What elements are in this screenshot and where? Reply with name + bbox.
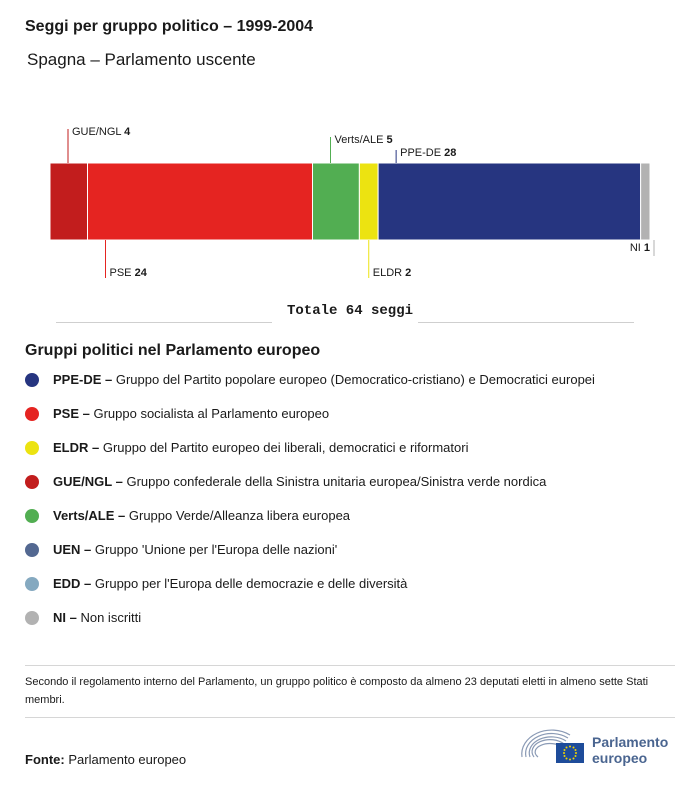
source-label: Fonte:: [25, 752, 65, 767]
legend-code: Verts/ALE –: [53, 508, 129, 523]
legend-swatch: [25, 611, 39, 625]
footnote: Secondo il regolamento interno del Parlamento, un gruppo politico è composto da almeno 23 deputati eletti in almeno sette Stati membri.: [25, 676, 649, 706]
note-divider-top: [25, 665, 675, 666]
legend-description: Gruppo Verde/Alleanza libera europea: [128, 508, 351, 523]
legend-description: Gruppo 'Unione per l'Europa delle nazioni': [94, 542, 338, 557]
legend-code: PPE-DE –: [53, 372, 116, 387]
legend-code: EDD –: [53, 576, 95, 591]
legend-swatch: [25, 543, 39, 557]
legend-item: [25, 371, 685, 405]
segment-label: NI 1: [629, 242, 650, 254]
legend-description: Gruppo confederale della Sinistra unitaria europea/Sinistra verde nordica: [126, 474, 547, 489]
legend-item: [25, 609, 685, 643]
legend-code: UEN –: [53, 542, 95, 557]
logo-line-2: europeo: [592, 750, 648, 766]
legend-description: Gruppo del Partito europeo dei liberali, democratici e riformatori: [102, 440, 469, 455]
bar-segment: [641, 163, 650, 240]
segment-label: PSE 24: [109, 267, 147, 279]
legend-code: ELDR –: [53, 440, 103, 455]
legend-code: GUE/NGL –: [53, 474, 127, 489]
legend-item: [25, 575, 685, 609]
source-text: Parlamento europeo: [68, 752, 187, 767]
legend-swatch: [25, 441, 39, 455]
bar-segment: [378, 163, 641, 240]
bar-segment: [50, 163, 88, 240]
legend-item: [25, 405, 685, 439]
bar-segment: [88, 163, 313, 240]
segment-label: ELDR 2: [372, 267, 412, 279]
legend-item: [25, 439, 685, 473]
segment-label: PPE-DE 28: [400, 147, 457, 159]
bar-segment: [359, 163, 378, 240]
legend-description: Gruppo del Partito popolare europeo (Democratico-cristiano) e Democratici europei: [115, 372, 595, 387]
legend: [25, 371, 685, 643]
legend-swatch: [25, 577, 39, 591]
source-line: [25, 752, 186, 767]
legend-swatch: [25, 407, 39, 421]
legend-code: PSE –: [53, 406, 94, 421]
note-divider-bottom: [25, 717, 675, 718]
logo-line-1: Parlamento: [592, 734, 669, 750]
legend-item: [25, 473, 685, 507]
chart-title: Seggi per gruppo politico – 1999-2004: [25, 18, 314, 35]
stacked-bar-chart: [0, 120, 700, 290]
segment-label: Verts/ALE 5: [334, 134, 393, 146]
legend-description: Non iscritti: [80, 610, 142, 625]
legend-item: [25, 541, 685, 575]
legend-swatch: [25, 509, 39, 523]
legend-item: [25, 507, 685, 541]
legend-description: Gruppo per l'Europa delle democrazie e delle diversità: [94, 576, 408, 591]
segment-label: GUE/NGL 4: [72, 126, 131, 138]
bar-segment: [313, 163, 360, 240]
total-divider-left: [56, 322, 272, 323]
legend-code: NI –: [53, 610, 81, 625]
total-divider-right: [418, 322, 634, 323]
legend-title: Gruppi politici nel Parlamento europeo: [25, 342, 321, 359]
total-seats-label: Totale 64 seggi: [286, 303, 414, 319]
legend-swatch: [25, 475, 39, 489]
chart-subtitle: Spagna – Parlamento uscente: [27, 50, 256, 69]
legend-swatch: [25, 373, 39, 387]
legend-description: Gruppo socialista al Parlamento europeo: [93, 406, 330, 421]
hemicycle-flag-icon: [520, 727, 586, 767]
parliament-logo: [520, 727, 680, 771]
